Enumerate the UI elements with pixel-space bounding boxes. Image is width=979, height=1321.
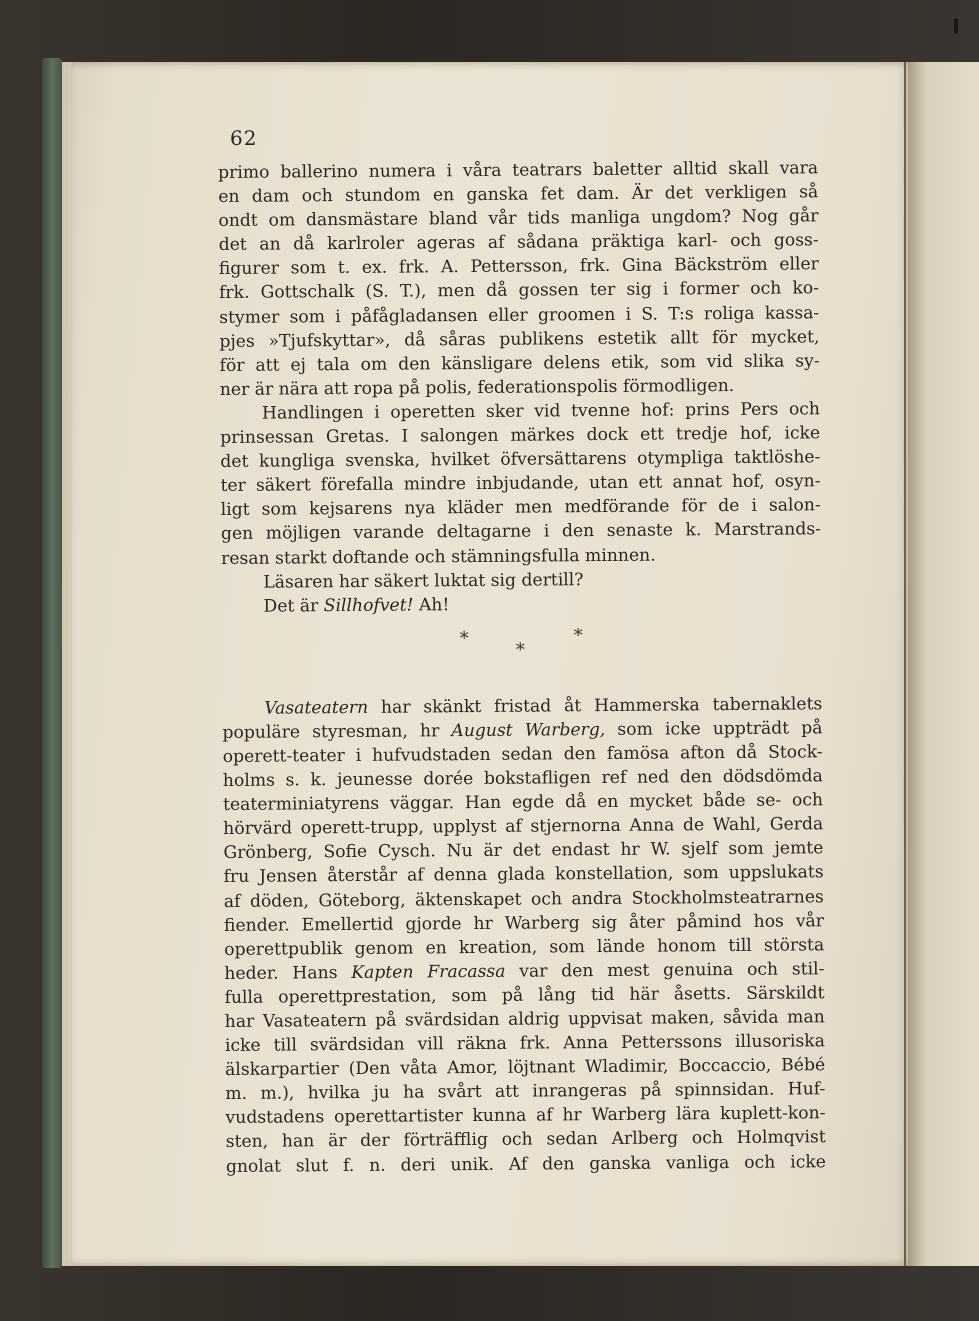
asterisk: * bbox=[515, 639, 525, 661]
text-line: prinsessan Gretas. I salongen märkes dock ett tredje hof, icke bbox=[220, 423, 821, 449]
text-line: stymer som i påfågladansen eller groomen i S. T:s roliga kassa- bbox=[219, 302, 820, 328]
text-line: Grönberg, Sofie Cysch. Nu är det endast hr W. sjelf som jemte bbox=[223, 838, 824, 864]
text-span: var den mest genuina och stil- bbox=[505, 959, 825, 982]
text-line: gnolat slut f. n. deri unik. Af den ganska vanliga och icke bbox=[225, 1151, 826, 1177]
text-line: ner är nära att ropa på polis, federationspolis förmodligen. bbox=[219, 375, 735, 400]
answer-suffix: Ah! bbox=[413, 594, 450, 616]
text-line: gen möjligen varande deltagarne i den senaste k. Marstrands- bbox=[220, 519, 821, 545]
page-text bbox=[218, 156, 846, 1178]
text-line: älskarpartier (Den våta Amor, löjtnant Wladimir, Boccaccio, Bébé bbox=[225, 1055, 826, 1081]
text-line: teaterminiatyrens väggar. Han egde då en mycket både se- och bbox=[222, 790, 824, 816]
paragraph-3 bbox=[222, 692, 846, 1179]
text-line: det kungliga svenska, hvilket öfversättarens otympliga taktlöshe- bbox=[220, 447, 821, 473]
facing-page-edge bbox=[908, 62, 979, 1266]
text-line: fiender. Emellertid gjorde hr Warberg sig åter påmind hos vår bbox=[223, 910, 825, 936]
text-line: holms s. k. jeunesse dorée bokstafligen ref ned den dödsdömda bbox=[222, 766, 823, 792]
answer-prefix: Det är bbox=[263, 595, 324, 617]
answer-italic: Sillhofvet! bbox=[323, 595, 414, 616]
page-number: 62 bbox=[230, 126, 258, 150]
text-span: populäre styresman, hr bbox=[222, 721, 452, 743]
text-line: en dam och stundom en ganska fet dam. Är det verkligen så bbox=[218, 182, 819, 208]
text-line: operett-teater i hufvudstaden sedan den famösa afton då Stock- bbox=[222, 742, 823, 767]
text-line: ter säkert förefalla mindre inbjudande, utan ett annat hof, osyn- bbox=[220, 471, 821, 497]
text-line: fru Jensen återstår af denna glada konstellation, som uppslukats bbox=[223, 862, 824, 888]
text-line: pjes »Tjufskyttar», då såras publikens estetik allt för mycket, bbox=[219, 326, 820, 352]
text-line: frk. Gottschalk (S. T.), men då gossen ter sig i former och ko- bbox=[218, 278, 820, 304]
text-line: fulla operettprestation, som på lång tid här åsetts. Särskildt bbox=[224, 983, 825, 1008]
text-line: icke till svärdsidan vill räkna frk. Anna Petterssons illusoriska bbox=[224, 1031, 826, 1057]
text-line: figurer som t. ex. frk. A. Pettersson, frk. Gina Bäckström eller bbox=[218, 254, 819, 280]
book-gutter bbox=[904, 62, 906, 1266]
text-line: primo ballerino numera i våra teatrars baletter alltid skall vara bbox=[218, 158, 819, 183]
question-line: Läsaren har säkert luktat sig dertill? bbox=[263, 569, 584, 593]
page-stack-edge bbox=[62, 62, 72, 1266]
italic-name: August Warberg, bbox=[451, 719, 606, 742]
text-line: m. m.), hvilka ju ha svårt att inrangeras på spinnsidan. Huf- bbox=[225, 1079, 826, 1105]
section-divider bbox=[222, 614, 842, 675]
text-line: Handlingen i operetten sker vid tvenne hof: prins Pers och bbox=[261, 399, 821, 424]
text-line: operettpublik genom en kreation, som lände honom till största bbox=[224, 934, 825, 960]
text-line: har Vasateatern på svärdsidan aldrig uppvisat maken, såvida man bbox=[224, 1007, 825, 1032]
text-span: som icke uppträdt på bbox=[605, 718, 823, 740]
text-line: ligt som kejsarens nya kläder men medförande för de i salon- bbox=[220, 495, 821, 521]
text-line: af döden, Göteborg, äktenskapet och andra Stockholmsteatrarnes bbox=[223, 886, 824, 912]
text-line: vudstadens operettartister kunna af hr Warberg lära kuplett-kon- bbox=[225, 1103, 826, 1129]
asterisk: * bbox=[459, 627, 469, 649]
asterisk: * bbox=[573, 624, 583, 647]
text-line: resan starkt doftande och stämningsfulla minnen. bbox=[221, 545, 656, 569]
paragraph-1 bbox=[218, 156, 840, 402]
text-line: det an då karlroler ageras af sådana präktiga karl- och goss- bbox=[218, 230, 819, 256]
text-line: sten, han är der förträfflig och sedan Arlberg och Holmqvist bbox=[225, 1127, 826, 1153]
italic-name: Vasateatern bbox=[264, 697, 369, 719]
text-span: har skänkt fristad åt Hammerska tabernaklets bbox=[368, 694, 823, 718]
text-line: hörvärd operett-trupp, upplyst af stjernorna Anna de Wahl, Gerda bbox=[223, 814, 824, 840]
scan-mark bbox=[954, 18, 958, 34]
text-line: för att ej tala om den känsligare delens etik, som vid slika sy- bbox=[219, 351, 820, 376]
paragraph-2 bbox=[220, 397, 841, 571]
text-span: heder. Hans bbox=[224, 962, 352, 984]
text-line: ondt om dansmästare bland vår tids manliga ungdom? Nog går bbox=[218, 206, 819, 232]
italic-title: Kapten Fracassa bbox=[351, 961, 506, 983]
book-cover-edge bbox=[42, 58, 62, 1268]
